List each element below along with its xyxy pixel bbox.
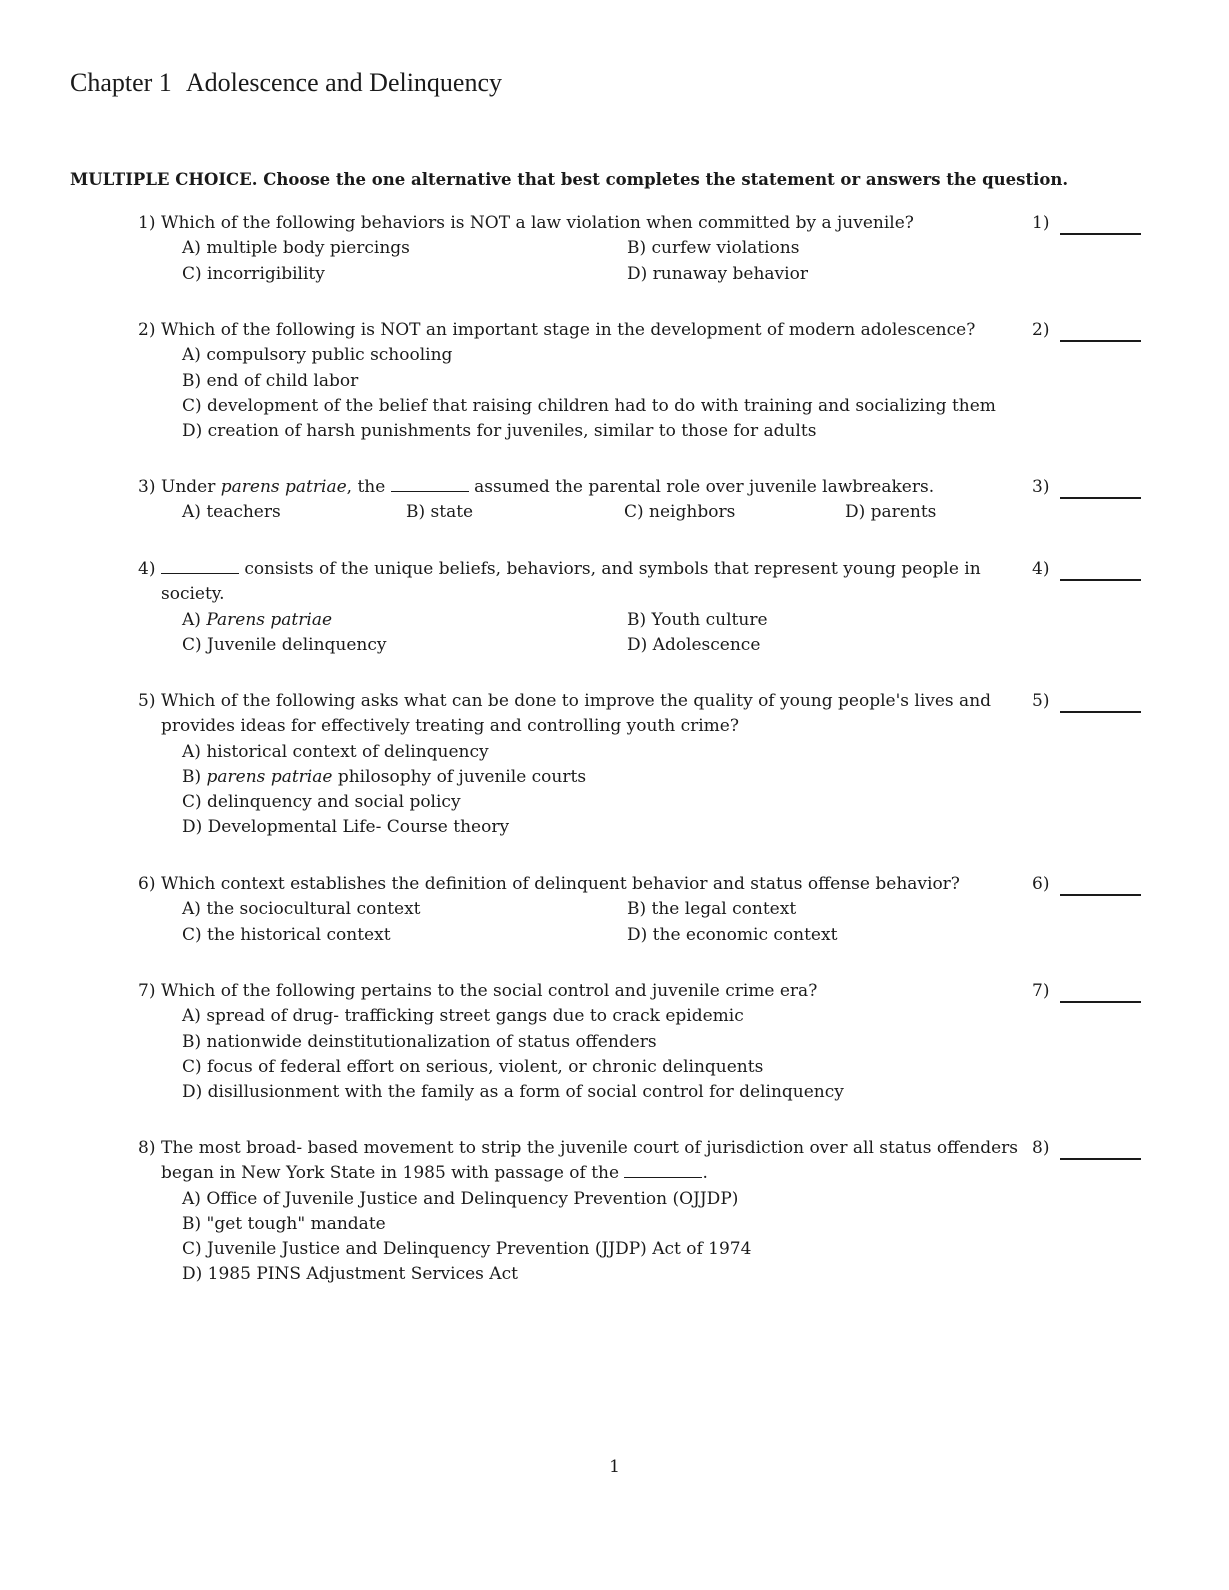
question-stem bbox=[138, 872, 1021, 897]
question-stem bbox=[138, 689, 1021, 740]
choice-c: C) the historical context bbox=[182, 924, 391, 945]
answer-blank[interactable] bbox=[1060, 1001, 1141, 1003]
choices bbox=[182, 1004, 1148, 1105]
choices bbox=[182, 1187, 1148, 1288]
question-number: 7) bbox=[138, 981, 156, 1001]
question-stem bbox=[138, 211, 1021, 236]
choice-a: A) Parens patriae bbox=[182, 609, 333, 630]
choice-b: B) the legal context bbox=[627, 899, 797, 920]
answer-blank[interactable] bbox=[1060, 233, 1141, 235]
chapter-title bbox=[70, 68, 502, 98]
question-3 bbox=[138, 475, 1148, 526]
question-number: 8) bbox=[138, 1138, 156, 1158]
choice-b: B) curfew violations bbox=[627, 238, 800, 259]
choice-c: C) Juvenile Justice and Delinquency Prevention (JJDP) Act of 1974 bbox=[182, 1239, 752, 1260]
question-text: Which of the following behaviors is NOT a law violation when committed by a juvenile? bbox=[161, 213, 914, 233]
question-7 bbox=[138, 979, 1148, 1105]
fill-in-blank bbox=[624, 1162, 702, 1178]
question-8 bbox=[138, 1136, 1148, 1288]
answer-number: 4) bbox=[1032, 559, 1050, 579]
question-text: Which of the following is NOT an important stage in the development of modern adolescence? bbox=[161, 320, 976, 340]
choice-c: C) development of the belief that raising children had to do with training and socializing them bbox=[182, 395, 996, 416]
question-stem bbox=[138, 979, 1021, 1004]
choice-c: C) focus of federal effort on serious, violent, or chronic delinquents bbox=[182, 1056, 764, 1077]
question-text: Under parens patriae, the assumed the parental role over juvenile lawbreakers. bbox=[161, 477, 935, 497]
answer-blank[interactable] bbox=[1060, 711, 1141, 713]
question-6 bbox=[138, 872, 1148, 948]
answer-number: 1) bbox=[1032, 213, 1050, 233]
choice-d: D) runaway behavior bbox=[627, 263, 808, 284]
question-number: 3) bbox=[138, 477, 156, 497]
question-2 bbox=[138, 318, 1148, 444]
choice-b: B) Youth culture bbox=[627, 609, 768, 630]
answer-number: 6) bbox=[1032, 874, 1050, 894]
choice-a: A) compulsory public schooling bbox=[182, 345, 453, 366]
choice-c: C) Juvenile delinquency bbox=[182, 634, 387, 655]
choices bbox=[182, 897, 1148, 948]
choice-a: A) Office of Juvenile Justice and Delinquency Prevention (OJJDP) bbox=[182, 1188, 739, 1209]
choices bbox=[182, 500, 1148, 525]
choice-b: B) nationwide deinstitutionalization of status offenders bbox=[182, 1031, 657, 1052]
choices bbox=[182, 608, 1148, 659]
question-number: 6) bbox=[138, 874, 156, 894]
question-stem bbox=[138, 318, 1021, 343]
question-text: consists of the unique beliefs, behaviors, and symbols that represent young people in society. bbox=[161, 559, 981, 605]
question-number: 2) bbox=[138, 320, 156, 340]
question-text: Which of the following asks what can be done to improve the quality of young people's lives and provides ideas for effectively treating and controlling youth crime? bbox=[161, 691, 992, 737]
question-4 bbox=[138, 557, 1148, 658]
answer-blank[interactable] bbox=[1060, 579, 1141, 581]
choice-a: A) multiple body piercings bbox=[182, 238, 410, 259]
question-text: Which context establishes the definition of delinquent behavior and status offense behavior? bbox=[161, 874, 960, 894]
question-5 bbox=[138, 689, 1148, 841]
question-stem bbox=[138, 557, 1021, 608]
question-number: 5) bbox=[138, 691, 156, 711]
choices bbox=[182, 236, 1148, 287]
choices bbox=[182, 343, 1148, 444]
choice-d: D) disillusionment with the family as a form of social control for delinquency bbox=[182, 1082, 844, 1103]
answer-blank[interactable] bbox=[1060, 340, 1141, 342]
choice-a: A) the sociocultural context bbox=[182, 899, 421, 920]
choices bbox=[182, 740, 1148, 841]
answer-number: 8) bbox=[1032, 1138, 1050, 1158]
choice-b: B) state bbox=[406, 502, 474, 523]
answer-blank[interactable] bbox=[1060, 1158, 1141, 1160]
choice-d: D) 1985 PINS Adjustment Services Act bbox=[182, 1264, 518, 1285]
latin-term: Parens patriae bbox=[206, 609, 333, 630]
choice-b: B) "get tough" mandate bbox=[182, 1213, 386, 1234]
choice-a: A) spread of drug- trafficking street gangs due to crack epidemic bbox=[182, 1006, 744, 1027]
section-instructions: MULTIPLE CHOICE. Choose the one alternative that best completes the statement or answers the question. bbox=[70, 170, 1069, 189]
latin-term: parens patriae bbox=[206, 766, 333, 787]
answer-number: 2) bbox=[1032, 320, 1050, 340]
choice-d: D) parents bbox=[845, 502, 937, 523]
question-1 bbox=[138, 211, 1148, 287]
choice-d: D) creation of harsh punishments for juveniles, similar to those for adults bbox=[182, 421, 817, 442]
question-stem bbox=[138, 475, 1021, 500]
fill-in-blank bbox=[161, 558, 239, 574]
answer-blank[interactable] bbox=[1060, 894, 1141, 896]
choice-a: A) historical context of delinquency bbox=[182, 741, 489, 762]
chapter-number: Chapter 1 bbox=[70, 68, 172, 97]
choice-b: B) end of child labor bbox=[182, 370, 359, 391]
answer-number: 5) bbox=[1032, 691, 1050, 711]
choice-b: B) parens patriae philosophy of juvenile courts bbox=[182, 766, 587, 787]
answer-blank[interactable] bbox=[1060, 497, 1141, 499]
question-text: Which of the following pertains to the social control and juvenile crime era? bbox=[161, 981, 818, 1001]
question-number: 1) bbox=[138, 213, 156, 233]
choice-d: D) the economic context bbox=[627, 924, 838, 945]
answer-number: 7) bbox=[1032, 981, 1050, 1001]
answer-number: 3) bbox=[1032, 477, 1050, 497]
question-text: The most broad- based movement to strip the juvenile court of jurisdiction over all status offenders began in New York State in 1985 with passage of the . bbox=[161, 1138, 1018, 1184]
choice-d: D) Adolescence bbox=[627, 634, 761, 655]
choice-d: D) Developmental Life- Course theory bbox=[182, 817, 510, 838]
choice-c: C) incorrigibility bbox=[182, 263, 325, 284]
chapter-name: Adolescence and Delinquency bbox=[185, 68, 503, 97]
question-number: 4) bbox=[138, 559, 156, 579]
question-stem bbox=[138, 1136, 1021, 1187]
choice-c: C) neighbors bbox=[624, 502, 736, 523]
choice-c: C) delinquency and social policy bbox=[182, 792, 461, 813]
fill-in-blank bbox=[391, 476, 469, 492]
latin-term: parens patriae bbox=[220, 477, 347, 497]
page-number: 1 bbox=[609, 1457, 620, 1477]
choice-a: A) teachers bbox=[182, 502, 281, 523]
